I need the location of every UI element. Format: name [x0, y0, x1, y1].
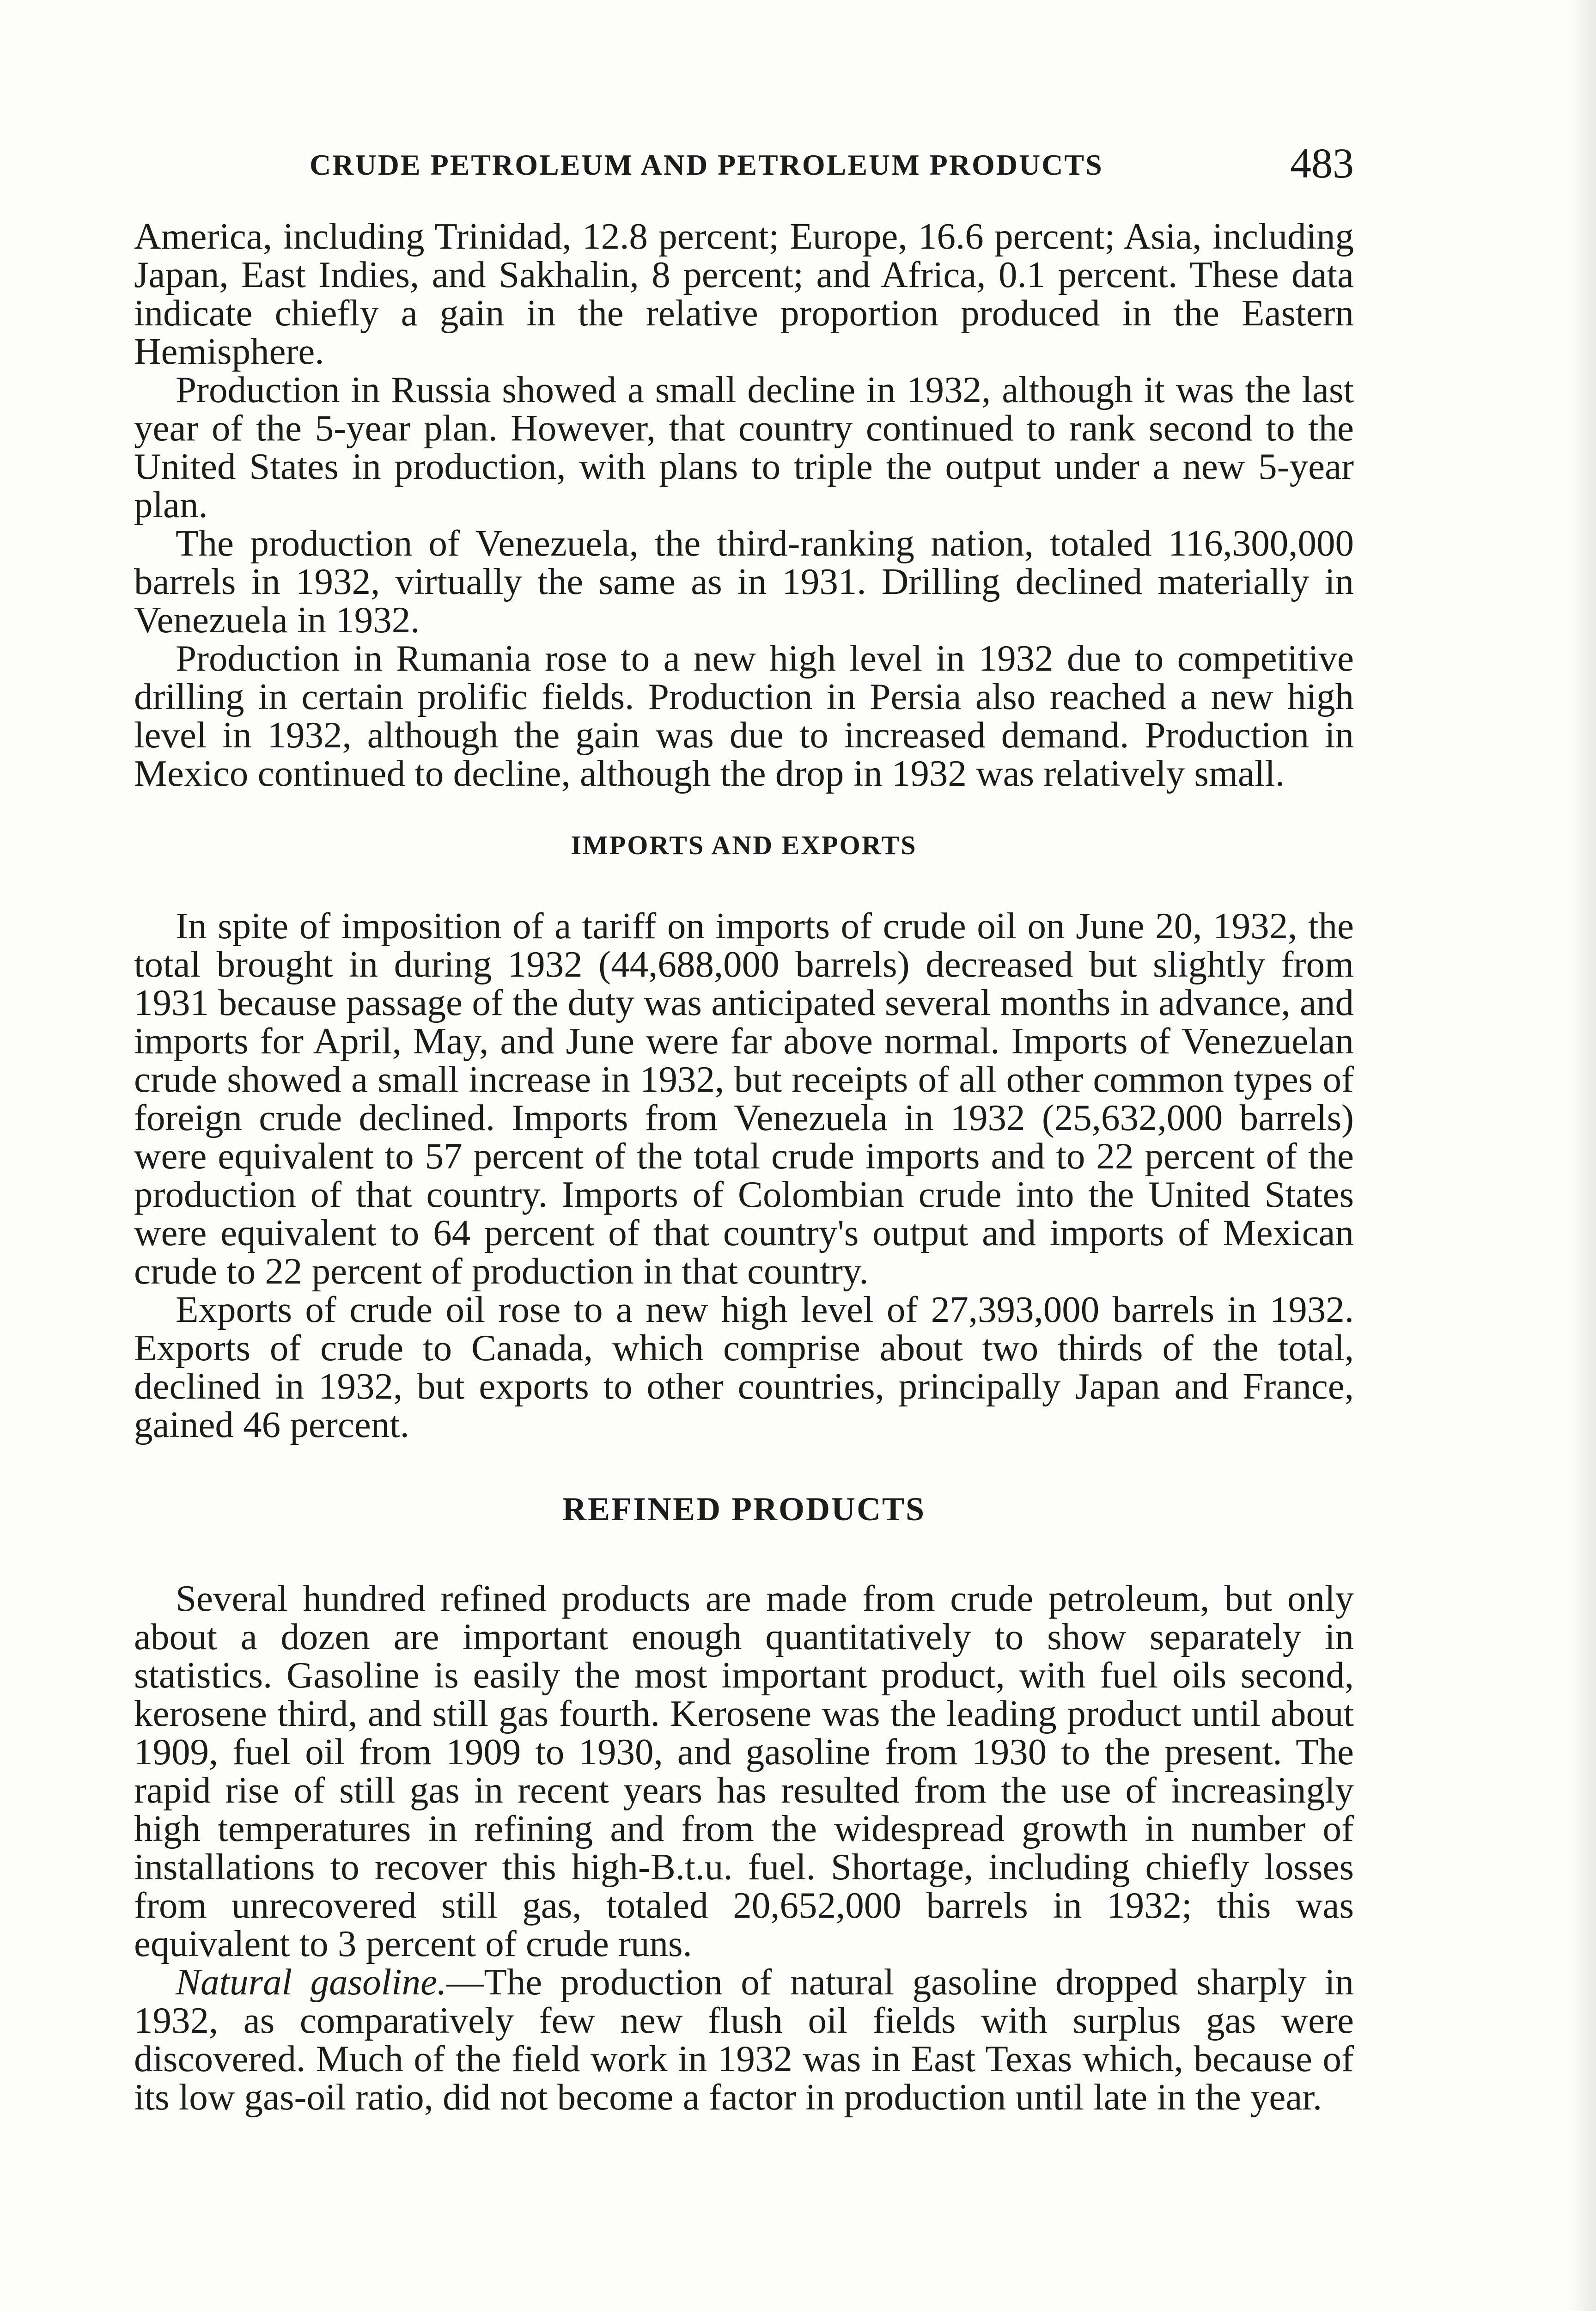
paragraph-imports: In spite of imposition of a tariff on imports of crude oil on June 20, 1932, the total brought in during 1932 (44,688,000 barrels) decreased but slightly from 1931 because passage of the duty was anticipated several months in advance, and imports for April, May, and June were far above normal. Imports of Venezuelan crude showed a small increase in 1932, but receipts of all other common types of foreign crude declined. Imports from Venezuela in 1932 (25,632,000 barrels) were equivalent to 57 percent of the total crude imports and to 22 percent of the production of that country. Imports of Colombian crude into the United States were equivalent to 64 percent of that country's output and imports of Mexican crude to 22 percent of production in that country. — [134, 905, 1354, 1292]
paragraph-exports: Exports of crude oil rose to a new high level of 27,393,000 barrels in 1932. Exports of crude to Canada, which comprise about two thirds of the total, declined in 1932, but exports to other countries, principally Japan and France, gained 46 percent. — [134, 1289, 1354, 1445]
section-heading-imports-exports: IMPORTS AND EXPORTS — [571, 830, 917, 860]
page-number: 483 — [1290, 140, 1354, 187]
paragraph-russia: Production in Russia showed a small decline in 1932, although it was the last year of the 5-year plan. However, that country continued to rank second to the United States in production, with plans to triple the output under a new 5-year plan. — [134, 369, 1354, 526]
runin-heading-natural-gasoline: Natural gasoline. — [176, 1961, 447, 2003]
paragraph-rumania-persia-mexico: Production in Rumania rose to a new high level in 1932 due to competitive drilling in certain prolific fields. Production in Persia also reached a new high level in 1932, although the gain was due to increased demand. Production in Mexico continued to decline, although the drop in 1932 was relatively small. — [134, 637, 1354, 794]
page-header — [134, 139, 1354, 194]
running-title: CRUDE PETROLEUM AND PETROLEUM PRODUCTS — [310, 148, 1103, 181]
natural-gasoline-text: —The production of natural gasoline dropped sharply in 1932, as comparatively few new flush oil fields with surplus gas were discovered. Much of the field work in 1932 was in East Texas which, because of its low gas-oil ratio, did not become a factor in production until late in the year. — [134, 1961, 1354, 2118]
section-heading-refined-products: REFINED PRODUCTS — [562, 1491, 926, 1528]
paragraph-world-production-continued: America, including Trinidad, 12.8 percent; Europe, 16.6 percent; Asia, including Japan, East Indies, and Sakhalin, 8 percent; and Africa, 0.1 percent. These data indicate chiefly a gain in the relative proportion produced in the Eastern Hemisphere. — [134, 215, 1354, 372]
paragraph-natural-gasoline — [134, 1963, 1354, 2116]
page-body — [134, 217, 1354, 2116]
paragraph-venezuela: The production of Venezuela, the third-ranking nation, totaled 116,300,000 barrels in 1932, virtually the same as in 1931. Drilling declined materially in Venezuela in 1932. — [134, 522, 1354, 641]
scan-edge-shadow — [1568, 0, 1596, 2311]
paragraph-refined-products: Several hundred refined products are made from crude petroleum, but only about a dozen are important enough quantitatively to show separately in statistics. Gasoline is easily the most important product, with fuel oils second, kerosene third, and still gas fourth. Kerosene was the leading product until about 1909, fuel oil from 1909 to 1930, and gasoline from 1930 to the present. The rapid rise of still gas in recent years has resulted from the use of increasingly high temperatures in refining and from the widespread growth in number of installations to recover this high-B.t.u. fuel. Shortage, including chiefly losses from unrecovered still gas, totaled 20,652,000 barrels in 1932; this was equivalent to 3 percent of crude runs. — [134, 1577, 1354, 1964]
